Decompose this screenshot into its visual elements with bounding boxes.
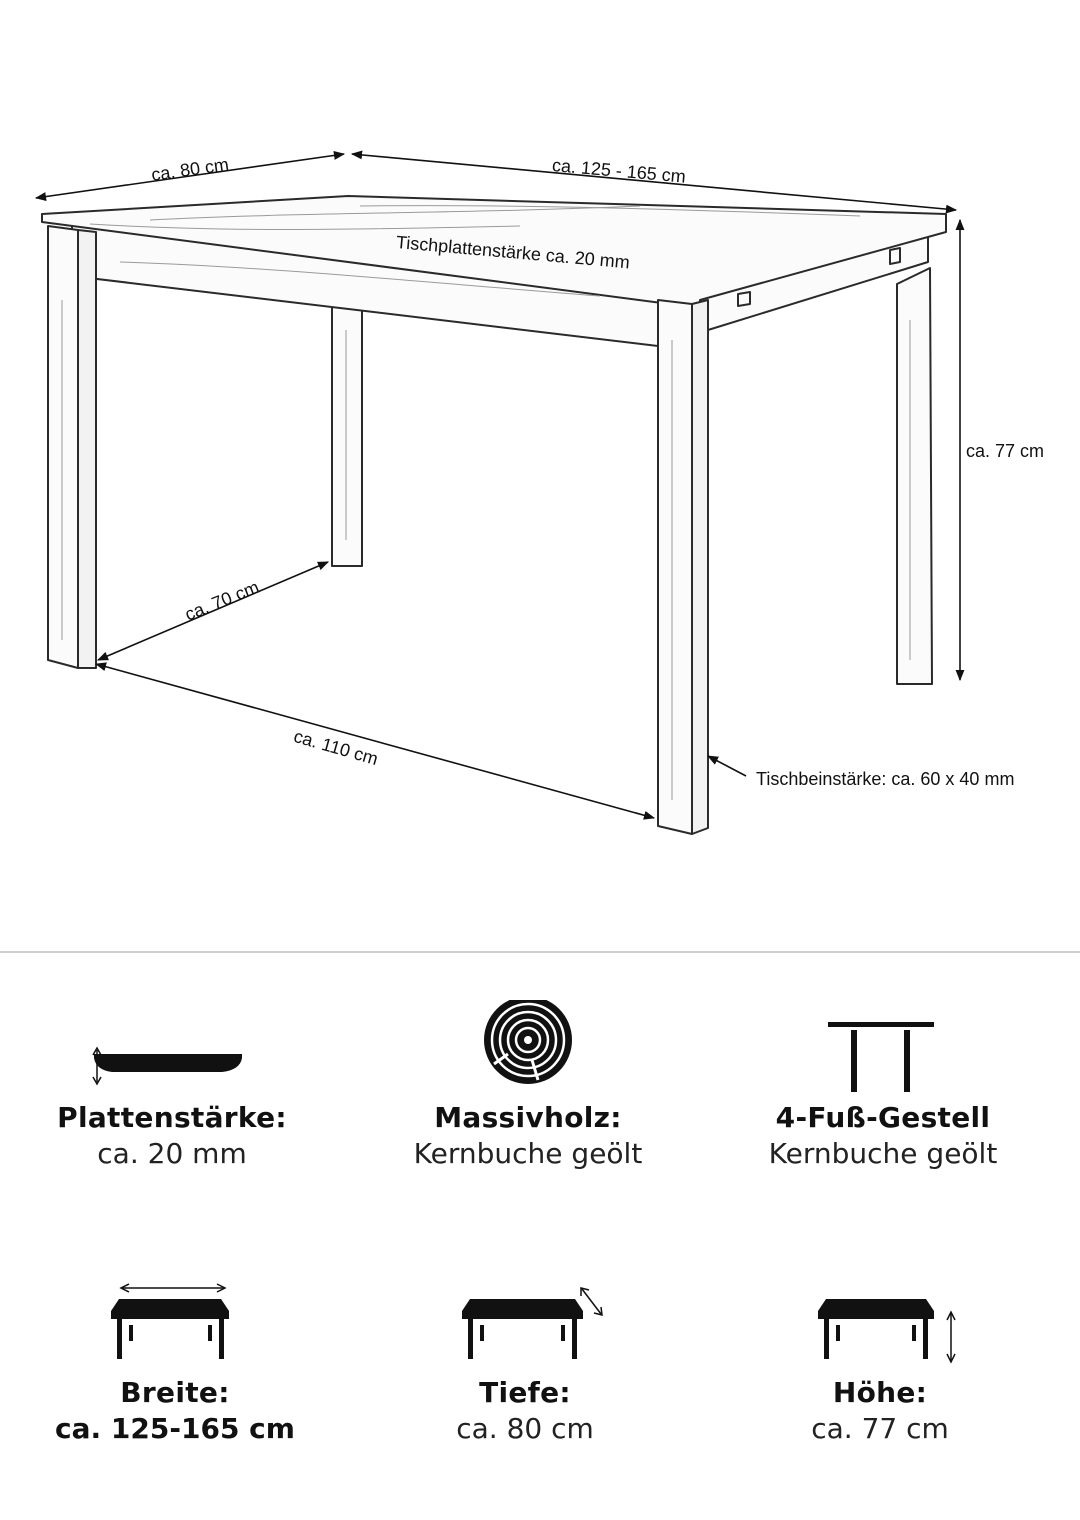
feature-depth xyxy=(345,1275,705,1447)
wood-log-icon xyxy=(348,1000,708,1100)
dim-inner-width xyxy=(96,664,654,818)
feature-title: Plattenstärke: xyxy=(57,1101,287,1134)
table-width-icon xyxy=(0,1275,355,1375)
feature-value: Kernbuche geölt xyxy=(768,1137,998,1170)
label-width-top: ca. 125 - 165 cm xyxy=(551,155,687,187)
feature-title: Tiefe: xyxy=(479,1376,571,1409)
label-height: ca. 77 cm xyxy=(966,441,1045,461)
feature-title: Massivholz: xyxy=(434,1101,622,1134)
label-inner-width: ca. 110 cm xyxy=(291,726,381,770)
section-divider xyxy=(0,951,1080,953)
plate-thickness-icon xyxy=(0,1000,352,1100)
label-leg-thickness: Tischbeinstärke: ca. 60 x 40 mm xyxy=(756,769,1015,789)
front-right-leg xyxy=(658,300,692,834)
label-inner-depth: ca. 70 cm xyxy=(182,576,262,625)
feature-solid-wood xyxy=(348,1000,708,1172)
feature-four-leg-frame xyxy=(703,1000,1063,1172)
back-right-leg xyxy=(897,268,932,684)
feature-title: Breite: xyxy=(120,1376,230,1409)
four-leg-frame-icon xyxy=(703,1000,1063,1100)
feature-title: Höhe: xyxy=(832,1376,928,1409)
feature-value: ca. 80 cm xyxy=(456,1412,594,1445)
feature-height xyxy=(700,1275,1060,1447)
feature-value: ca. 20 mm xyxy=(97,1137,247,1170)
feature-title: 4-Fuß-Gestell xyxy=(775,1101,991,1134)
feature-width xyxy=(0,1275,355,1447)
feature-value: ca. 77 cm xyxy=(811,1412,949,1445)
dim-leg-pointer xyxy=(708,756,746,776)
back-left-leg xyxy=(332,300,362,566)
front-left-leg xyxy=(48,226,78,668)
feature-value: Kernbuche geölt xyxy=(413,1137,643,1170)
label-depth-top: ca. 80 cm xyxy=(150,154,231,185)
label-top-thickness: Tischplattenstärke ca. 20 mm xyxy=(395,232,631,273)
table-height-icon xyxy=(700,1275,1060,1375)
feature-value: ca. 125-165 cm xyxy=(55,1412,295,1445)
feature-plate-thickness xyxy=(0,1000,352,1172)
table-depth-icon xyxy=(345,1275,705,1375)
